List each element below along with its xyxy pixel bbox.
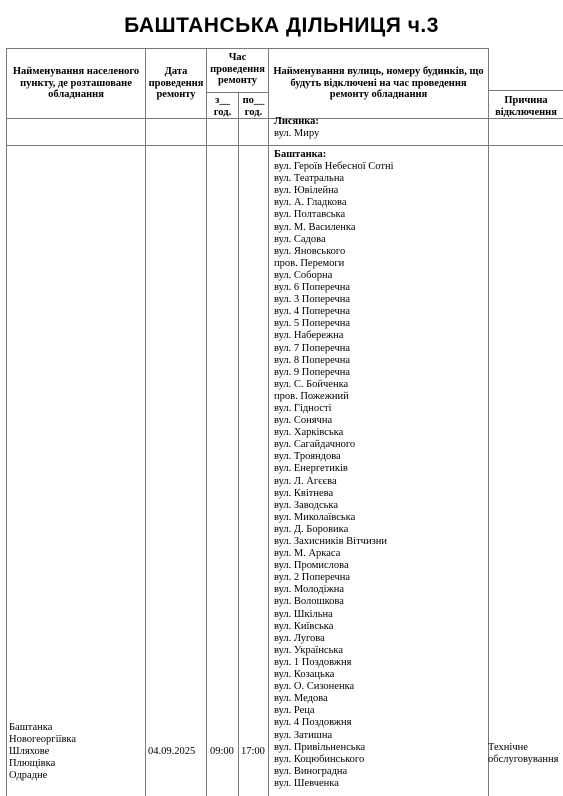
street-item: вул. 4 Поперечна	[274, 306, 351, 318]
col-border-left	[6, 48, 7, 796]
time-subheader-border	[206, 92, 268, 93]
street-item: пров. Перемоги	[274, 257, 345, 269]
street-item: вул. Д. Боровика	[274, 523, 349, 535]
street-item: вул. 6 Поперечна	[274, 282, 351, 294]
street-item: вул. Театральна	[274, 173, 345, 185]
street-item: вул. Промислова	[274, 560, 349, 572]
col-border-from-to	[238, 92, 239, 796]
street-item: вул. Трояндова	[274, 451, 341, 463]
header-to: по__ год.	[242, 95, 265, 118]
street-item: вул. Л. Агєєва	[274, 475, 337, 487]
street-item: вул. Молодіжна	[274, 584, 345, 596]
reason-header-top-border	[488, 90, 563, 91]
street-item: вул. Сонячна	[274, 415, 333, 427]
row2-settlements-cell	[9, 722, 76, 782]
street-item: вул. Медова	[274, 693, 328, 705]
settlement-item: Одрадне	[9, 770, 48, 782]
table-top-border	[6, 48, 488, 49]
street-item: вул. Заводська	[274, 499, 339, 511]
street-item: пров. Пожежний	[274, 390, 349, 402]
row2-time-to: 17:00	[241, 746, 265, 757]
street-item: вул. 4 Поздовжня	[274, 717, 352, 729]
street-item: вул. Лугова	[274, 632, 325, 644]
street-item: вул. 5 Поперечна	[274, 318, 351, 330]
street-item: вул. 7 Поперечна	[274, 342, 351, 354]
street-item: вул. Виноградна	[274, 765, 348, 777]
row1-streets-cell	[274, 116, 319, 140]
street-item: вул. Сагайдачного	[274, 439, 356, 451]
street-item: вул. 9 Поперечна	[274, 366, 351, 378]
street-item: вул. Українська	[274, 644, 343, 656]
street-item: вул. О. Сизоненка	[274, 681, 355, 693]
row-divider	[6, 145, 563, 146]
street-item: вул. Реца	[274, 705, 315, 717]
row2-streets-cell	[274, 149, 394, 790]
street-item: вул. Квітнева	[274, 487, 334, 499]
row2-time-from: 09:00	[210, 746, 234, 757]
street-item: вул. Шевченка	[274, 777, 339, 789]
header-time: Час проведення ремонту	[210, 52, 265, 86]
street-item: вул. Захисників Вітчизни	[274, 536, 387, 547]
street-item: вул. С. Бойченка	[274, 378, 349, 390]
street-item: вул. Волошкова	[274, 596, 344, 608]
settlement-item: Шляхове	[9, 746, 50, 758]
street-item: вул. Київська	[274, 620, 334, 632]
row2-date: 04.09.2025	[148, 746, 196, 757]
page-title: БАШТАНСЬКА ДІЛЬНИЦЯ ч.3	[124, 14, 439, 37]
street-item: вул. Яновського	[274, 245, 346, 257]
street-item: вул. М. Аркаса	[274, 548, 341, 560]
col-border-date	[145, 48, 146, 796]
col-border-reason	[488, 48, 489, 796]
row1-settlement-header: Лисянка:	[274, 116, 319, 127]
settlement-item: Баштанка	[9, 722, 53, 733]
col-border-streets	[268, 48, 269, 796]
street-item: вул. Ювілейна	[274, 185, 339, 197]
header-from: з__ год.	[213, 95, 232, 118]
street-item: вул. Коцюбинського	[274, 753, 365, 765]
col-border-time	[206, 48, 207, 796]
street-item: вул. Харківська	[274, 427, 344, 439]
street-item: вул. Шкільна	[274, 608, 333, 620]
header-reason: Причина відключення	[495, 95, 557, 118]
street-item: вул. Миру	[274, 128, 320, 140]
street-item: вул. М. Василенка	[274, 221, 356, 233]
street-item: вул. Набережна	[274, 330, 344, 342]
header-streets: Найменування вулиць, номеру будинків, що будуть відключені на час проведення ремонту обладнання	[273, 66, 484, 100]
settlement-item: Новогеоргіївка	[9, 734, 76, 746]
street-item: вул. Соборна	[274, 269, 333, 281]
street-item: вул. Героїв Небесної Сотні	[274, 161, 394, 173]
street-item: вул. Затишна	[274, 729, 333, 741]
street-item: вул. Гідності	[274, 402, 332, 414]
street-item: вул. Привільненська	[274, 741, 366, 753]
street-item: вул. А. Гладкова	[274, 197, 347, 209]
street-item: вул. Полтавська	[274, 209, 346, 221]
street-item: вул. 1 Поздовжня	[274, 656, 352, 668]
row2-settlement-header: Баштанка:	[274, 149, 327, 160]
street-item: вул. Козацька	[274, 669, 335, 681]
street-item: вул. 3 Поперечна	[274, 294, 351, 306]
street-item: вул. 2 Поперечна	[274, 572, 351, 584]
settlement-item: Плющівка	[9, 758, 56, 770]
street-item: вул. Садова	[274, 233, 326, 245]
row2-reason: Технічне обслуговування	[488, 742, 559, 766]
header-date: Дата проведення ремонту	[148, 66, 204, 100]
street-item: вул. Енергетиків	[274, 463, 348, 475]
street-item: вул. 8 Поперечна	[274, 354, 351, 366]
street-item: вул. Миколаївська	[274, 511, 356, 523]
header-settlement: Найменування населеного пункту, де розташоване обладнання	[12, 66, 140, 100]
